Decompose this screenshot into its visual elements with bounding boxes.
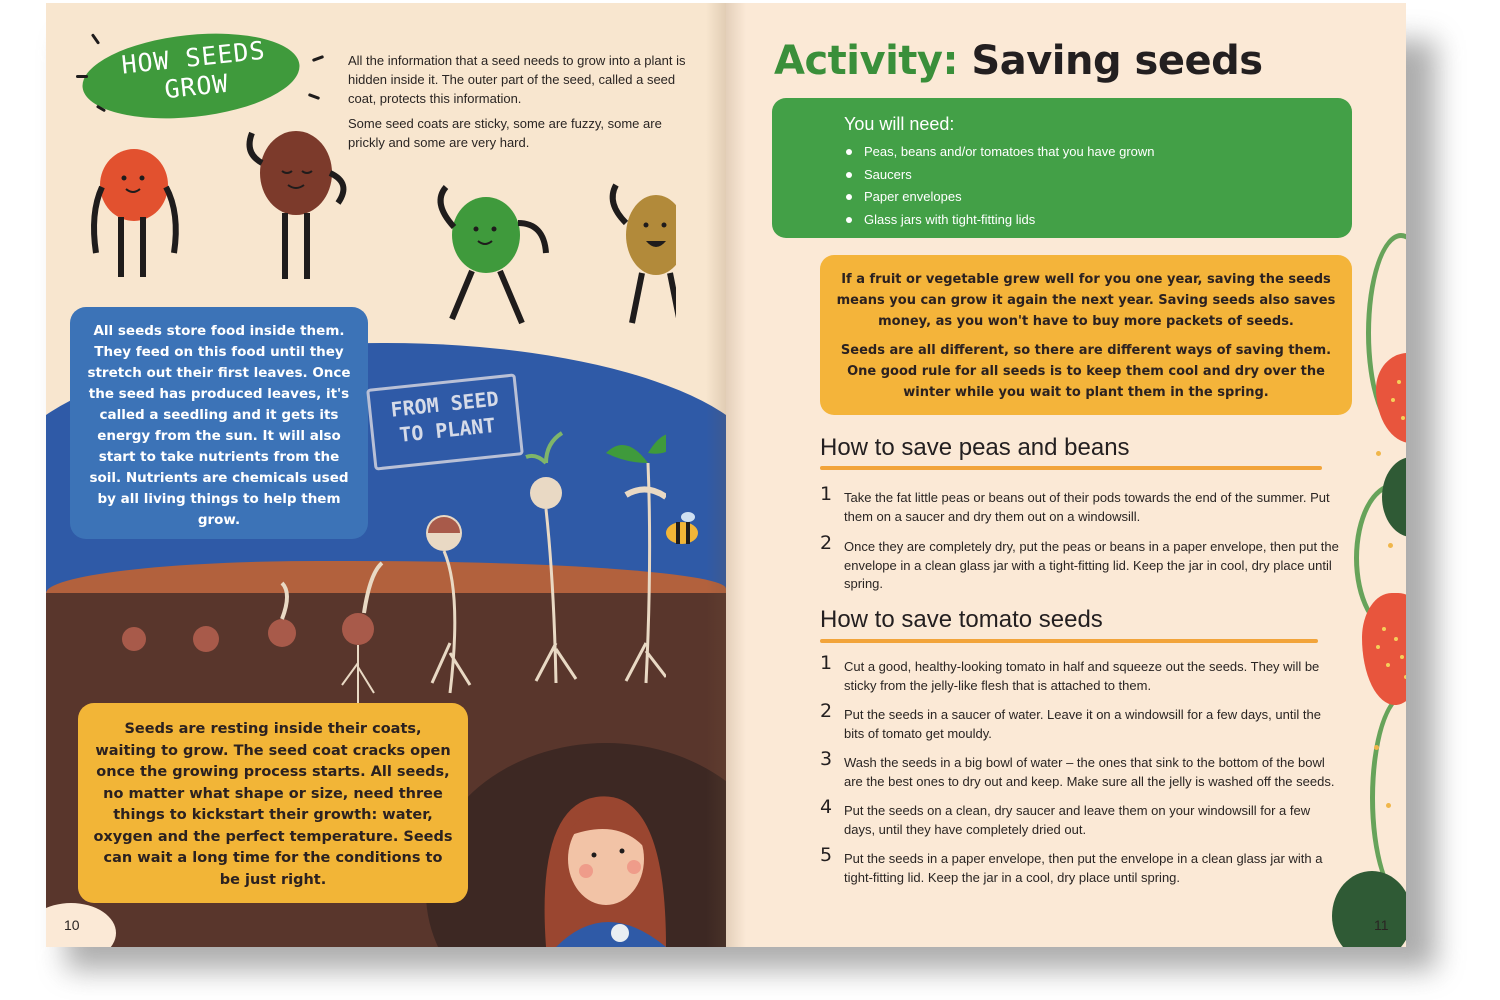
sparkle-icon (91, 33, 100, 45)
brown-fuzzy-seed-character-icon (250, 131, 344, 279)
step-number: 1 (820, 483, 833, 505)
step-text: Put the seeds in a saucer of water. Leave it on a windowsill for a few days, until the bits of tomato get mouldy. (844, 707, 1321, 741)
step-item (820, 652, 1340, 695)
activity-label: Activity: (774, 38, 958, 84)
step-text: Wash the seeds in a big bowl of water – the ones that sink to the bottom of the bowl are the best ones to dry out and keep. Make sure all the jelly is washed off the seeds. (844, 755, 1335, 789)
seed-coat-info-box (78, 703, 468, 903)
peas-beans-heading: How to save peas and beans (820, 434, 1130, 461)
sparkle-icon (76, 75, 88, 78)
seed-coat-text: Seeds are resting inside their coats, waiting to grow. The seed coat cracks open once the growing process starts. All seeds, no matter what shape or size, need three things to kickstart their growth: water, oxygen and the perfect temperature. Seeds can wait a long time for the conditions to be just right. (93, 721, 453, 888)
dot-icon (1388, 543, 1393, 548)
step-number: 4 (820, 796, 833, 818)
yellow-hard-seed-character-icon (613, 185, 676, 323)
right-page (726, 3, 1406, 947)
book-spread (46, 3, 1406, 947)
step-item (820, 483, 1340, 526)
step-text: Take the fat little peas or beans out of their pods towards the end of the summer. Put them on a saucer and dry them out on a windowsill. (844, 490, 1330, 524)
materials-item: Glass jars with tight-fitting lids (864, 209, 1352, 232)
heading-underline (820, 639, 1318, 643)
seed-food-text: All seeds store food inside them. They feed on this food until they stretch out their first leaves. Once the seed has produced leaves, it's called a seedling and it gets its energy from the sun. It will also start to take nutrients from the soil. Nutrients are chemicals used by all living things to help them grow. (87, 323, 351, 528)
activity-name: Saving seeds (971, 38, 1263, 84)
bee-icon (658, 509, 706, 549)
materials-item: Peas, beans and/or tomatoes that you have grown (864, 141, 1352, 164)
why-save-paragraph: Seeds are all different, so there are different ways of saving them. One good rule for all seeds is to keep them cool and dry over the winter while you wait to plant them in the spring. (840, 343, 1332, 400)
materials-title: You will need: (844, 114, 955, 134)
step-item (820, 532, 1340, 594)
stamp-text: FROM SEED TO PLANT (389, 386, 500, 447)
tomato-heading: How to save tomato seeds (820, 606, 1103, 633)
peas-beans-steps (820, 483, 1340, 594)
materials-item: Paper envelopes (864, 186, 1352, 209)
green-prickly-seed-character-icon (441, 187, 546, 323)
step-text: Cut a good, healthy-looking tomato in half and squeeze out the seeds. They will be sticky from the jelly-like flesh that is attached to them. (844, 659, 1320, 693)
step-item (820, 700, 1340, 743)
step-text: Put the seeds on a clean, dry saucer and leave them on your windowsill for a few days, until they have completely dried out. (844, 803, 1311, 837)
activity-title (774, 37, 1263, 85)
page-title: HOW SEEDS GROW (120, 35, 267, 105)
left-page (46, 3, 726, 947)
why-save-seeds-box (820, 255, 1352, 415)
step-number: 2 (820, 700, 833, 722)
sparkle-icon (312, 55, 324, 62)
step-number: 5 (820, 844, 833, 866)
materials-box (772, 98, 1352, 238)
sparkle-icon (308, 93, 320, 100)
dot-icon (1386, 803, 1391, 808)
heading-underline (820, 466, 1322, 470)
materials-item: Saucers (864, 164, 1352, 187)
intro-paragraph: Some seed coats are sticky, some are fuzzy, some are prickly and some are very hard. (348, 116, 662, 150)
dot-icon (1376, 451, 1381, 456)
why-save-paragraph: If a fruit or vegetable grew well for you one year, saving the seeds means you can grow it again the next year. Saving seeds also saves money, as you won't have to buy more packets of seeds. (836, 272, 1336, 329)
leaf-icon (1332, 871, 1406, 947)
intro-paragraph: All the information that a seed needs to grow into a plant is hidden inside it. The outer part of the seed, called a seed coat, protects this information. (348, 53, 686, 106)
girl-icon (516, 767, 716, 947)
step-item (820, 748, 1340, 791)
step-number: 2 (820, 532, 833, 554)
step-item (820, 844, 1340, 887)
step-number: 1 (820, 652, 833, 674)
step-item (820, 796, 1340, 839)
step-text: Once they are completely dry, put the peas or beans in a paper envelope, then put the envelope in a clean glass jar with a tight-fitting lid. Keep the jar in cool, dry place until spring. (844, 539, 1339, 591)
sprouting-seeds-icon (106, 423, 666, 723)
tomato-steps (820, 652, 1340, 887)
step-text: Put the seeds in a paper envelope, then put the envelope in a clean glass jar with a tight-fitting lid. Keep the jar in a cool, dry place until spring. (844, 851, 1323, 885)
page-number: 10 (64, 917, 80, 933)
step-number: 3 (820, 748, 833, 770)
dot-icon (1374, 745, 1379, 750)
materials-list (844, 141, 1352, 231)
strawberry-icon (1362, 593, 1406, 705)
page-number: 11 (1374, 917, 1389, 933)
red-seed-character-icon (94, 149, 176, 277)
